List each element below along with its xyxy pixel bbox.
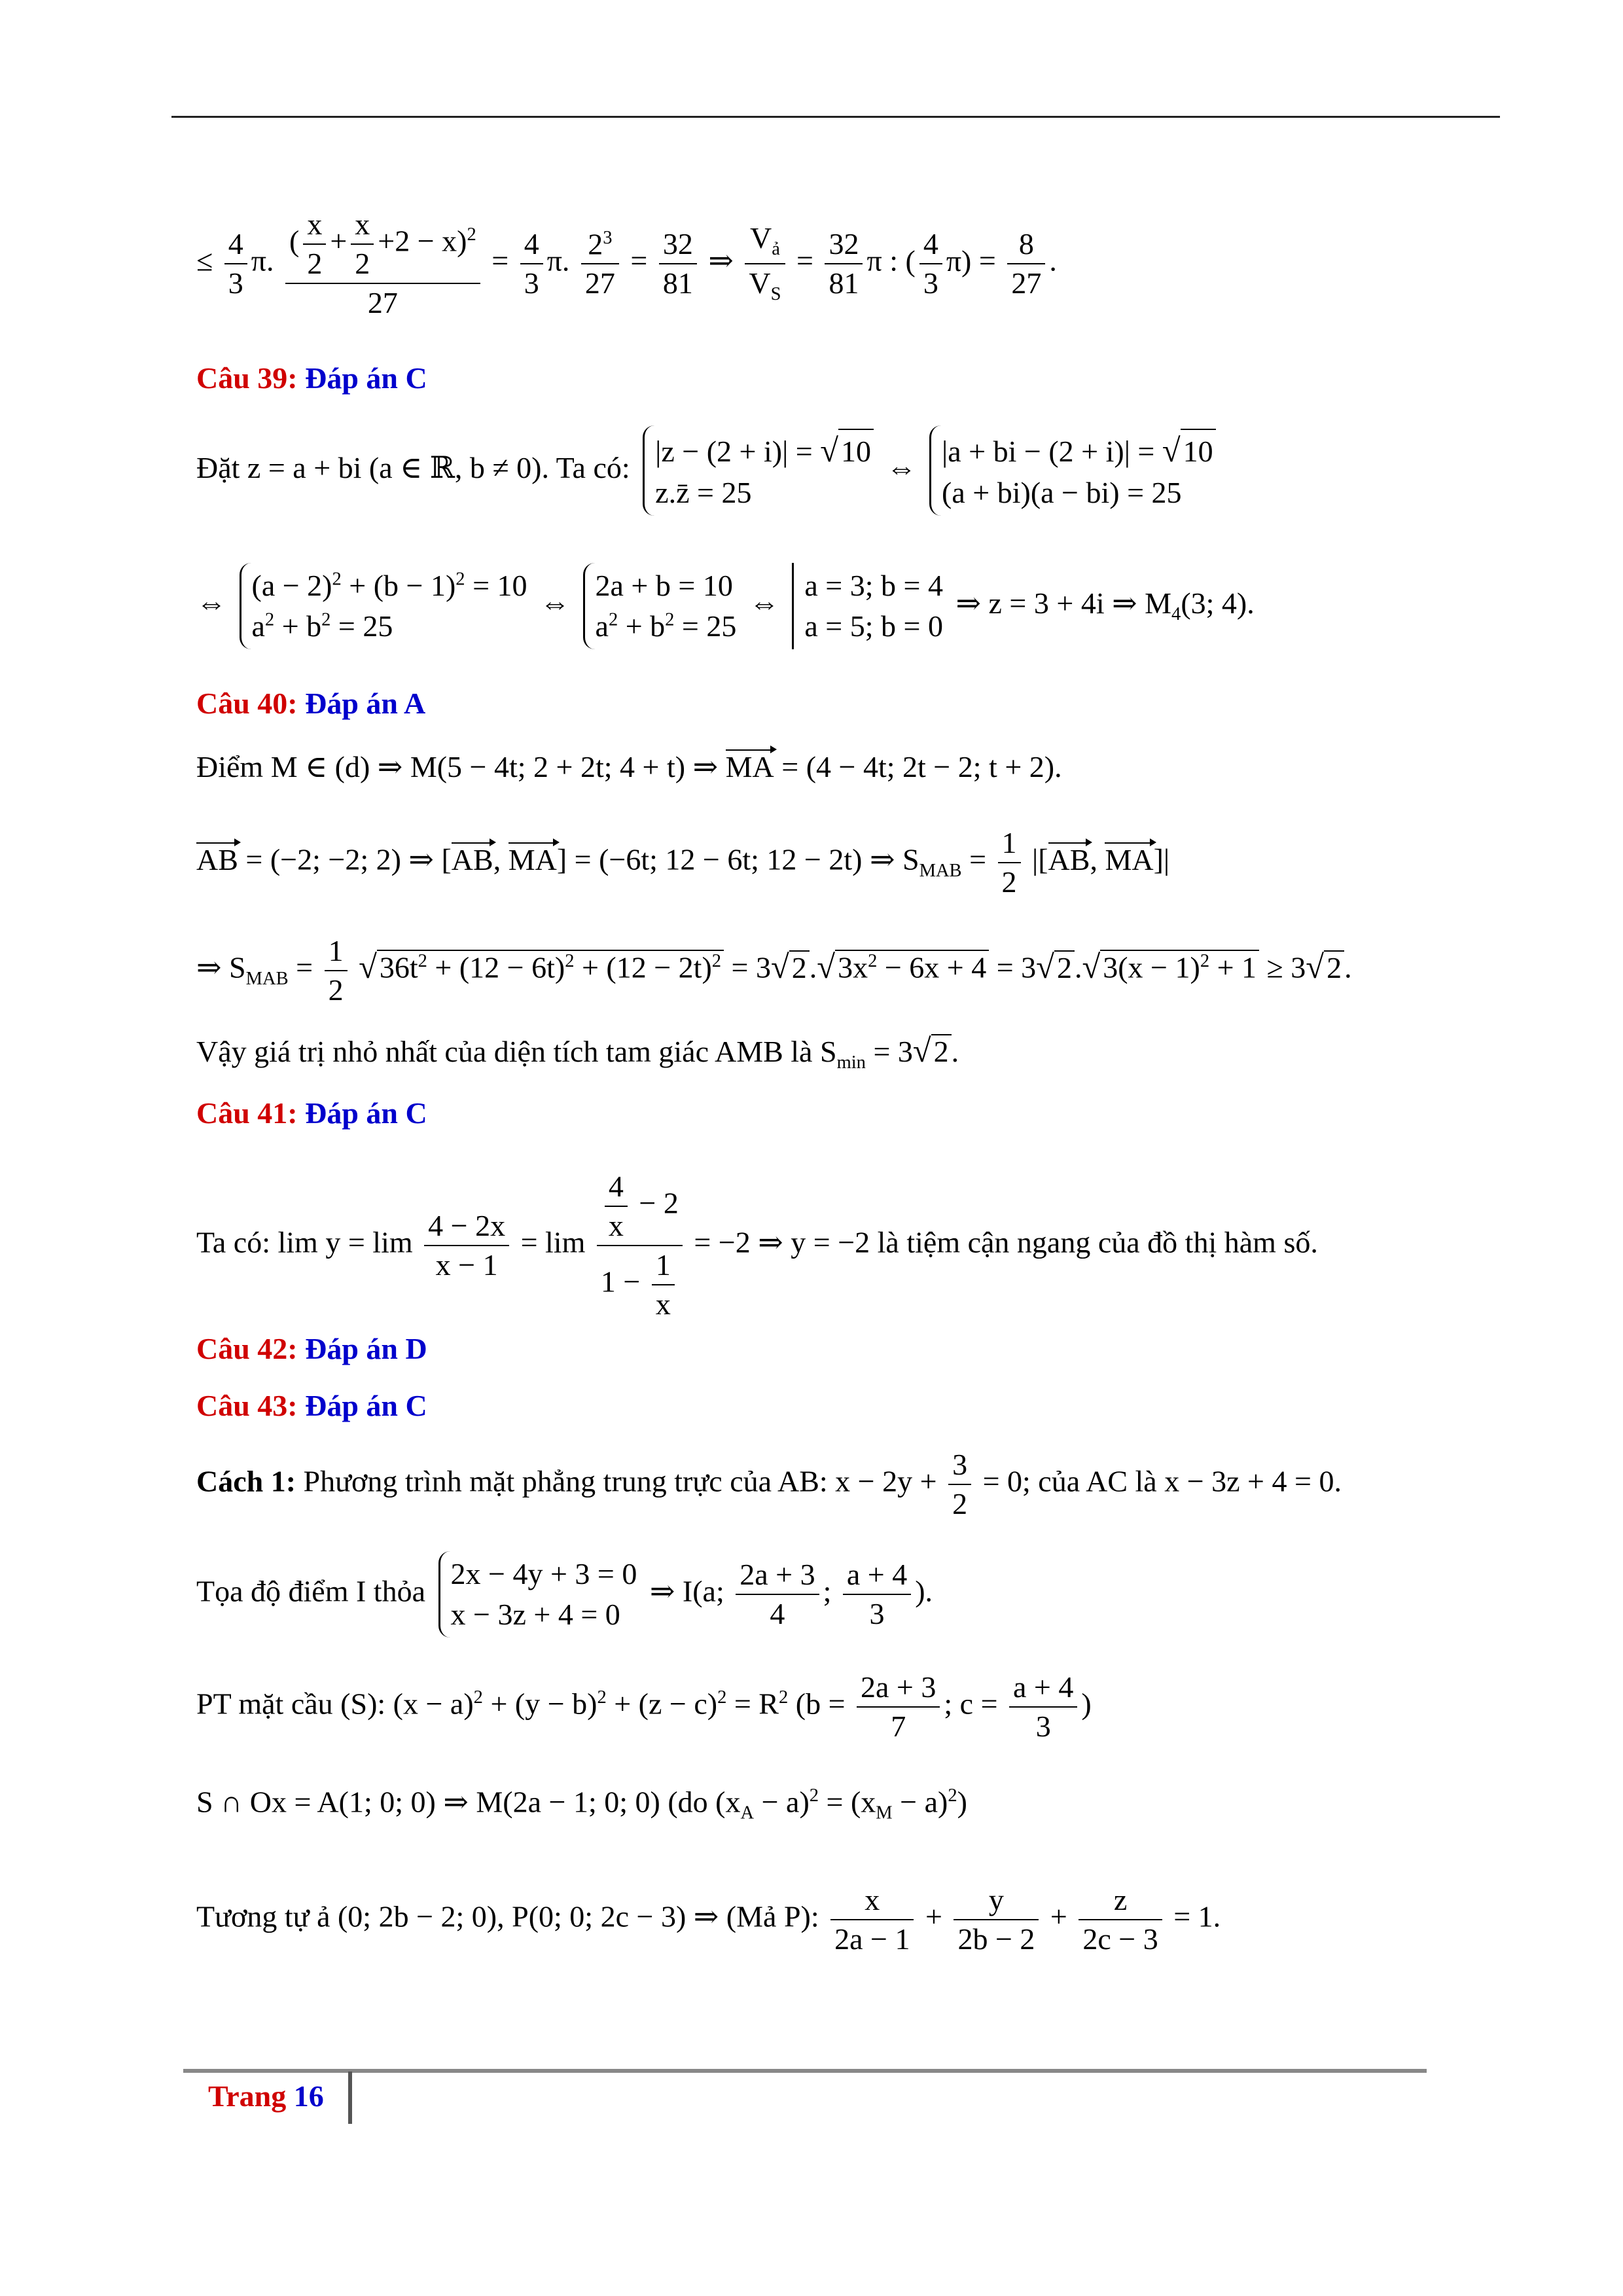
header-rule [171,116,1500,118]
question-40-heading: Câu 40: Đáp án A [196,687,426,720]
question-40-area: ⇒ $S_{MAB}$ = $\frac{1}{2}$ $√36t^2 + (12 - 6t)^2 + (12 - 2t)^2 = 3√2.√3x^2 - 6x + 4 = 3√2.√3(x - 1)^2 + 1 \ge 3√2$. [196,934,1352,1007]
question-43-sphere: PT mặt cầu (S): $(x - a)^2 + (y - b)^2 + (z - c)^2 = R^2$ (b = $\frac{2a + 3}{7}$ ; c = $\frac{a + 4}{3}$ ) [196,1670,1092,1743]
question-43-intersect: S ∩ Ox = A(1; 0; 0) ⇒ M(2a − 1; 0; 0) (do $(x_A - a)^2 = (x_M - a)^2$) [196,1785,967,1823]
question-41-limit: Ta có: lim y = lim $\frac{4 - 2x}{x - 1}$ = lim $\frac{4}{x}$ − 2 1 − $\frac{1}{x}$ = −2 ⇒ y = −2 là tiệm cận ngang của đồ thị hàm số. [196,1170,1318,1321]
question-39-setup: Đặt z = a + bi (a ∈ ℝ, b ≠ 0). Ta có: |z − (2 + i)| = √10 z.z̄ = 25 ⇔ |a + bi − (2 + i)| = √10 (a + bi)(a − bi) = 25 [196,425,1221,516]
page-label: Trang [208,2079,287,2113]
question-43-method1: Cách 1: Phương trình mặt phẳng trung trực của AB: x − 2y + $\frac{3}{2}$ = 0; của AC là x − 3z + 4 = 0. [196,1448,1342,1520]
question-39-heading: Câu 39: Đáp án C [196,361,427,395]
question-40-cross: AB = (−2; −2; 2) ⇒ [AB, MA] = (−6t; 12 − 6t; 12 − 2t) ⇒ $S_{MAB}$ = $\frac{1}{2}$ |[AB, MA]| [196,826,1170,899]
question-41-heading: Câu 41: Đáp án C [196,1096,427,1130]
question-43-plane: Tương tự ả (0; 2b − 2; 0), P(0; 0; 2c − 3) ⇒ (Mả P): $\frac{x}{2a - 1}$ + $\frac{y}{2b - 2}$ + $\frac{z}{2c - 3}$ = 1. [196,1883,1221,1956]
question-43-center: Tọa độ điểm I thỏa 2x − 4y + 3 = 0 x − 3z + 4 = 0 ⇒ I(a; $\frac{2a + 3}{4}$ ; $\frac{a + 4}{3}$ ). [196,1551,933,1638]
question-40-point: Điểm M ∈ (d) ⇒ M(5 − 4t; 2 + 2t; 4 + t) ⇒ MA = (4 − 4t; 2t − 2; t + 2). [196,750,1062,783]
question-42-heading: Câu 42: Đáp án D [196,1332,427,1365]
question-39-solve: ⇔ $(a - 2)^2 + (b - 1)^2 = 10$ $a^2 + b^2 = 25$ ⇔ 2a + b = 10 $a^2 + b^2 = 25$ ⇔ a = 3; b = 4 a = 5; b = 0 ⇒ z = 3 + 4i ⇒ $M_4(3$; 4). [196,563,1255,649]
page-number-value: 16 [293,2079,324,2113]
footer-rule [183,2069,1427,2073]
page-number [208,2079,324,2113]
footer-divider [348,2072,352,2124]
question-43-heading: Câu 43: Đáp án C [196,1389,427,1422]
question-40-conclusion: Vậy giá trị nhỏ nhất của diện tích tam giác AMB là $S_{min} = 3√2$. [196,1032,959,1073]
formula-volume-ratio: ≤ $\frac{4}{3}$ π. ( $\frac{x}{2}$ + $\frac{x}{2}$ +2 − x)$^2$ 27 = $\frac{4}{3}$ π. $\frac{2^3}{27}$ = $\frac{32}{81}$ ⇒ $\frac{V_ả}{V_S}$ = $\frac{32}{81}$ π : ( $\frac{4}{3}$ π) = $\frac{8}{27}$ . [196,207,1057,319]
